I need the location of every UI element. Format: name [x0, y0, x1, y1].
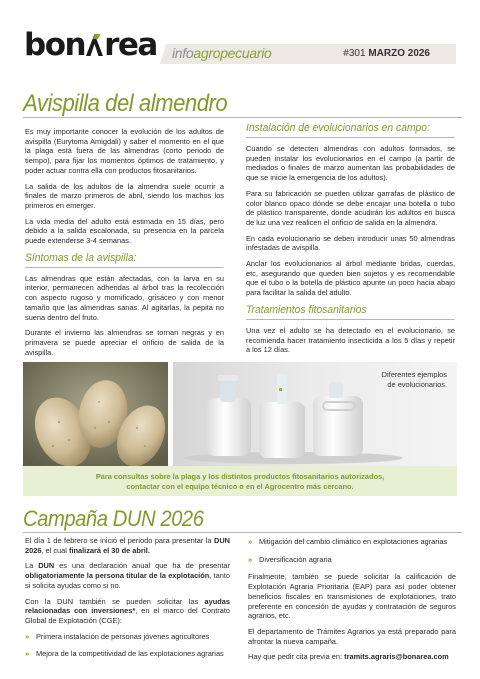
dun-investment-paragraph: Con la DUN también se pueden solicitar las ayudas relacionadas con inversiones*, en el marco del Contrato Global de Explotación (CGE): [25, 596, 230, 625]
list-item: » Diversificación agraria [248, 554, 332, 564]
contact-band [23, 466, 457, 496]
dun-period-paragraph: El día 1 de febrero se inició el periodo para presentar la DUN 2026, el cual finalizará el 30 de abril. [25, 536, 230, 555]
installation-paragraph-2: Para su fabricación se pueden utilizar garrafas de plástico de color blanco opaco dónde se debe encajar una botella o tubo de plástico transparente, donde acudirán los adultos en busca de luz una vez realicen el orificio de salida en la almendra. [246, 188, 455, 227]
chevron-right-icon: » [248, 537, 253, 546]
department-paragraph: El departamento de Trámites Agrarios ya está preparado para afrontar la nueva campaña. [248, 626, 456, 646]
installation-paragraph-1: Cuando se detecten almendras con adultos formados, se pueden instalar los evolucionarios en el campo (a partir de mediados o finales de marzo aumentan las probabilidades de que se inicie la emergencia de los adultos). [246, 144, 455, 183]
publication-strip [166, 44, 456, 64]
installation-paragraph-3: En cada evolucionario se deben introducir unas 50 almendras infestadas de avispilla. [246, 233, 455, 253]
symptoms-paragraph-1: Las almendras que están afectadas, con la larva en su interior, permanecen adheridas al árbol tras la recolección con aspecto rugoso y momificado, grisáceo y con menor tamaño que las almendras sanas. Al agitarlas, la pepita no suena dentro del fruto. [25, 273, 224, 322]
list-item: » Mejora de la competitividad de las explotaciones agrarias [25, 649, 224, 659]
list-item: » Primera instalación de personas jóvenes agricultores [25, 631, 210, 641]
almond-photo [23, 362, 168, 466]
dun-right-column [248, 537, 456, 668]
dun-left-column [25, 536, 230, 667]
installation-paragraph-4: Anclar los evolucionarios al árbol mediante bridas, cuerdas, etc, asegurando que queden bien sujetos y es recomendable que el tubo o la botella de plástico apunte un poco hacia abajo para facilitar la salida del adulto. [246, 259, 455, 298]
symptoms-paragraph-2: Durante el invierno las almendras se tornan negras y en primavera se puede apreciar el orificio de salida de la avispilla. [25, 328, 224, 357]
treatment-heading: Tratamientos fitosanitarios [246, 304, 454, 320]
contact-notice: Para consultas sobre la plaga y los distintos productos fitosanitarios autorizados, contactar con el equipo técnico o en el Agrocentro más cercano. [95, 472, 385, 491]
logo-text-left: bon [24, 27, 86, 63]
photo-caption: Diferentes ejemplos de evolucionarios. [381, 370, 447, 389]
logo-text-right: rea [104, 27, 157, 63]
appointment-paragraph: Hay que pedir cita previa en: tramits.agraris@bonarea.com [248, 652, 449, 662]
lifespan-paragraph: La vida media del adulto está estimada en 15 días, pero debido a la salida escalonada, su presencia en la parcela puede extenderse 3-4 semanas. [25, 216, 224, 246]
logo-a-mark-icon [86, 31, 103, 53]
dun-title: Campaña DUN 2026 [23, 506, 204, 531]
article-title: Avispilla del almendro [23, 90, 228, 117]
eap-paragraph: Finalmente, también se puede solicitar la calificación de Explotación Agraria Prioritaria (EAP) para así poder obtener beneficios fiscales en transmisiones de explotaciones, trato preferente en concesión de ayudas y contratación de seguros agrarios, etc. [248, 572, 456, 621]
chevron-right-icon: » [25, 649, 30, 659]
dun-title-divider [23, 532, 462, 533]
chevron-right-icon: » [248, 554, 253, 564]
contact-email-link[interactable]: tramits.agraris@bonarea.com [344, 652, 449, 662]
publication-name: infoagropecuario [172, 45, 272, 61]
bonarea-logo [24, 27, 157, 63]
intro-paragraph: Es muy importante conocer la evolución de los adultos de avispilla (Eurytoma Amigdali) y saber el momento en el que la plaga está fuera de las almendras (corto periodo de tiempo), para fijar los momentos óptimos de tratamiento, y poder actuar contra ella con productos fitosanitarios. [25, 127, 224, 175]
emergence-paragraph: La salida de los adultos de la almendra suele ocurrir a finales de marzo primeros de abril, siendo los machos los primeros en emerger. [25, 181, 224, 210]
dun-obligation-paragraph: La DUN es una declaración anual que ha de presentar obligatoriamente la persona titular de la explotación, tanto si solicita ayudas como si no. [25, 561, 230, 590]
evolucionarios-photo [173, 362, 457, 466]
list-item: » Mitigación del cambio climático en explotaciones agrarias [248, 537, 448, 546]
treatment-paragraph: Una vez el adulto se ha detectado en el evolucionario, se recomienda hacer tratamiento insecticida a los 5 días y repetir a los 12 días. [246, 325, 455, 355]
symptoms-heading: Síntomas de la avispilla: [25, 252, 223, 268]
issue-label: #301 MARZO 2026 [343, 48, 430, 59]
article-right-column [246, 120, 455, 361]
article-left-column [25, 127, 224, 363]
page-header [0, 0, 480, 80]
chevron-right-icon: » [25, 631, 30, 641]
installation-heading: Instalación de evolucionarios en campo: [246, 122, 454, 138]
title-divider [23, 117, 462, 118]
